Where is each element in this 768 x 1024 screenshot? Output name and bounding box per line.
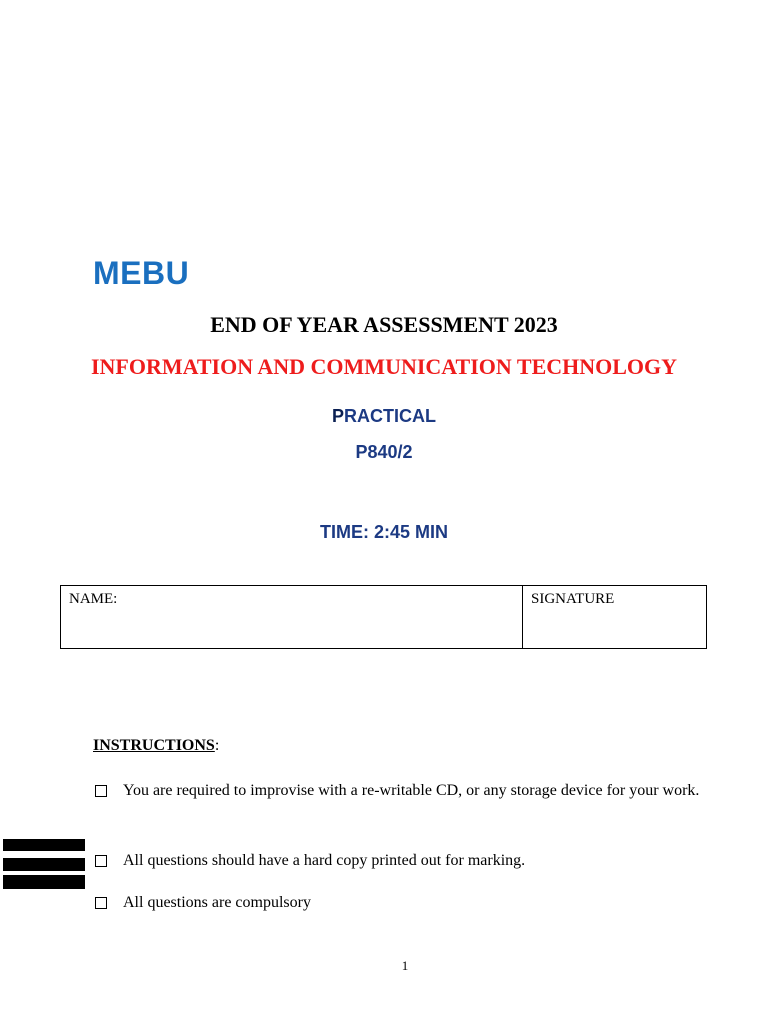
instruction-item	[93, 846, 713, 875]
instruction-item	[93, 776, 713, 805]
name-label: NAME:	[69, 591, 118, 607]
checkbox-icon	[95, 785, 107, 797]
instructions-heading	[93, 737, 219, 755]
page-number: 1	[401, 958, 409, 973]
subject-title: INFORMATION AND COMMUNICATION TECHNOLOGY	[90, 354, 678, 379]
paper-type-rest: RACTICAL	[344, 406, 436, 426]
checkbox-icon	[95, 855, 107, 867]
mebu-logo: MEBU	[93, 255, 190, 291]
checkbox-icon	[95, 897, 107, 909]
instruction-text: All questions should have a hard copy printed out for marking.	[123, 852, 526, 869]
instruction-text: You are required to improvise with a re-writable CD, or any storage device for your work.	[123, 782, 700, 799]
instruction-text: All questions are compulsory	[123, 894, 311, 911]
instructions-heading-colon: :	[214, 737, 220, 754]
redaction-bar	[3, 858, 85, 871]
paper-code: P840/2	[355, 442, 413, 462]
paper-type	[0, 406, 768, 427]
student-details-table	[60, 585, 707, 649]
signature-cell[interactable]	[523, 586, 706, 648]
signature-label: SIGNATURE	[531, 591, 615, 607]
name-cell[interactable]	[61, 586, 523, 648]
instruction-item	[93, 888, 713, 917]
paper-type-initial: P	[331, 406, 344, 426]
redaction-bar	[3, 875, 85, 889]
assessment-title: END OF YEAR ASSESSMENT 2023	[210, 312, 558, 337]
exam-time: TIME: 2:45 MIN	[319, 522, 448, 542]
redaction-bar	[3, 839, 85, 851]
instructions-heading-text: INSTRUCTIONS	[93, 737, 215, 754]
